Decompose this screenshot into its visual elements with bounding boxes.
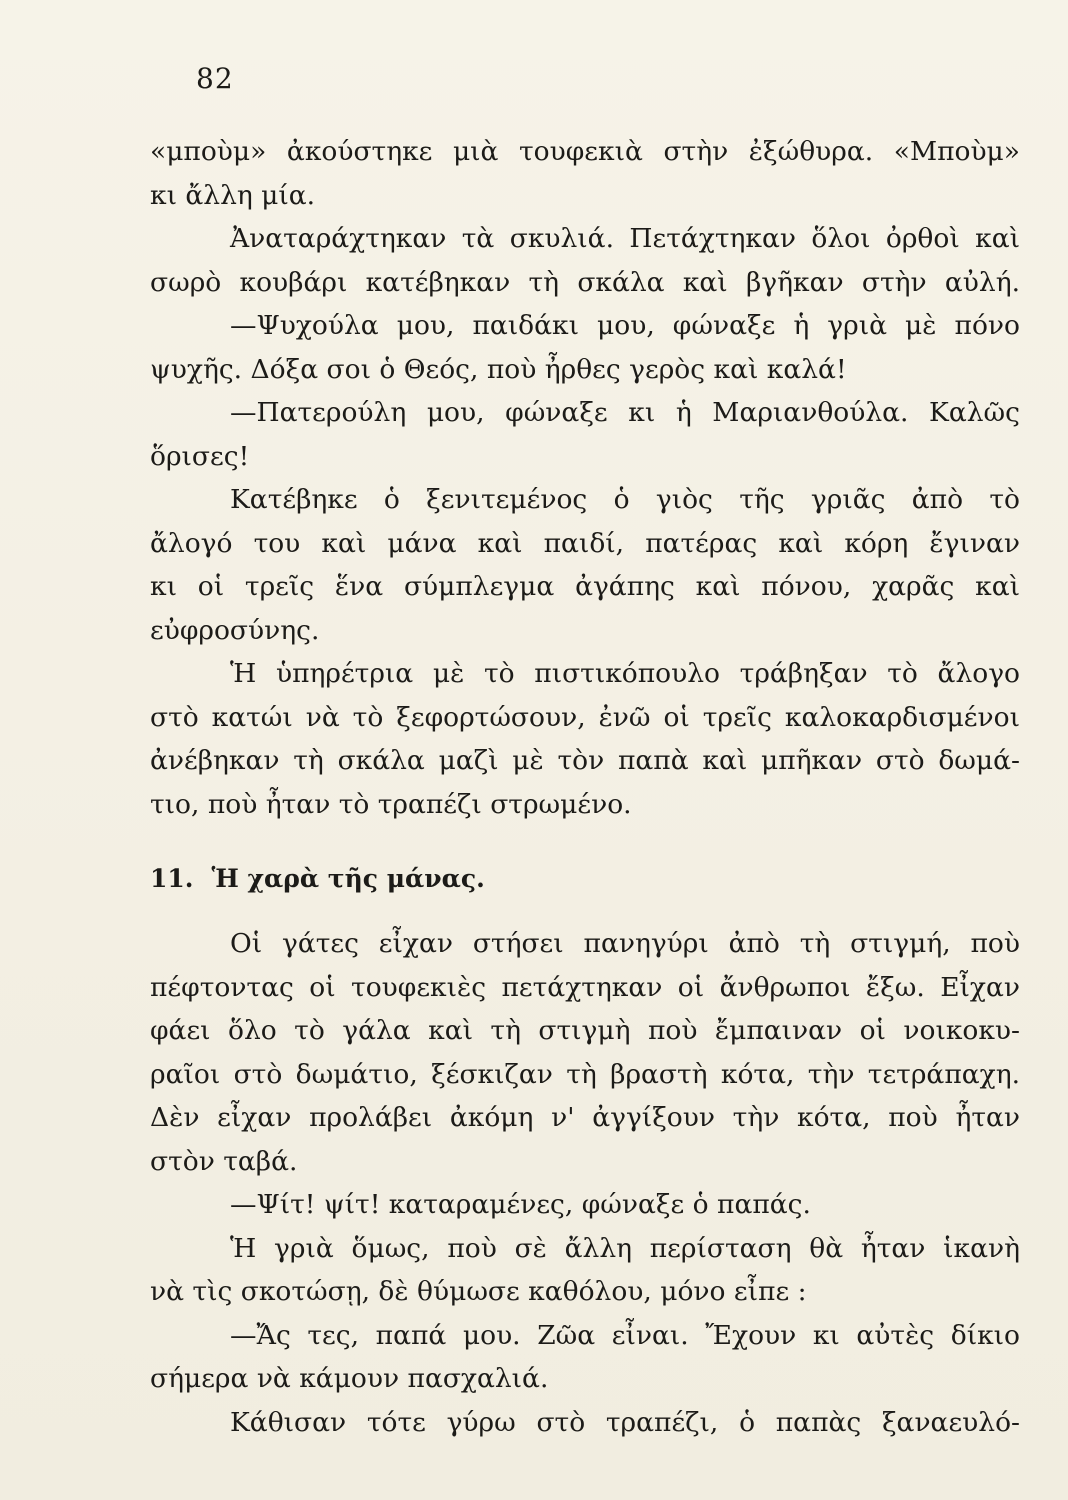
text-line: Ἀναταράχτηκαν τὰ σκυλιά. Πετάχτηκαν ὅλοι ὀρθοὶ καὶ bbox=[230, 223, 1020, 254]
text-line: —Ψυχούλα μου, παιδάκι μου, φώναξε ἡ γριὰ μὲ πόνο bbox=[230, 310, 1020, 341]
text-line: Κάθισαν τότε γύρω στὸ τραπέζι, ὁ παπὰς ξαναευλό- bbox=[230, 1406, 1020, 1438]
section-title: Ἡ χαρὰ τῆς μάνας. bbox=[211, 864, 485, 893]
text-line: Ἡ γριὰ ὅμως, ποὺ σὲ ἄλλη περίσταση θὰ ἦταν ἱκανὴ bbox=[230, 1232, 1020, 1264]
text-line: σωρὸ κουβάρι κατέβηκαν τὴ σκάλα καὶ βγῆκαν στὴν αὐλή. bbox=[150, 266, 1020, 298]
text-line: στὸ κατώι νὰ τὸ ξεφορτώσουν, ἐνῶ οἱ τρεῖς καλοκαρδισμένοι bbox=[150, 701, 1020, 733]
text-line: ραῖοι στὸ δωμάτιο, ξέσκιζαν τὴ βραστὴ κότα, τὴν τετράπαχη. bbox=[150, 1058, 1020, 1090]
main-text bbox=[150, 130, 1020, 1444]
text-line: Δὲν εἶχαν προλάβει ἀκόμη ν' ἀγγίξουν τὴν κότα, ποὺ ἦταν bbox=[150, 1102, 1020, 1133]
text-line: Οἱ γάτες εἶχαν στήσει πανηγύρι ἀπὸ τὴ στιγμή, ποὺ bbox=[230, 928, 1020, 959]
text-line: —Ψίτ! ψίτ! καταραμένες, φώναξε ὁ παπάς. bbox=[230, 1189, 811, 1220]
page-number: 82 bbox=[196, 62, 234, 95]
text-line: πέφτοντας οἱ τουφεκιὲς πετάχτηκαν οἱ ἄνθρωποι ἔξω. Εἶχαν bbox=[150, 971, 1020, 1003]
text-line: κι οἱ τρεῖς ἕνα σύμπλεγμα ἀγάπης καὶ πόνου, χαρᾶς καὶ bbox=[150, 571, 1020, 602]
text-line: Κατέβηκε ὁ ξενιτεμένος ὁ γιὸς τῆς γριᾶς ἀπὸ τὸ bbox=[230, 484, 1020, 515]
text-line: Ἡ ὑπηρέτρια μὲ τὸ πιστικόπουλο τράβηξαν τὸ ἄλογο bbox=[230, 658, 1020, 689]
text-line: ἀνέβηκαν τὴ σκάλα μαζὶ μὲ τὸν παπὰ καὶ μπῆκαν στὸ δωμά- bbox=[150, 745, 1020, 776]
section-heading bbox=[150, 854, 1020, 904]
section-number: 11. bbox=[150, 864, 194, 893]
text-line: —Ἄς τες, παπά μου. Ζῶα εἶναι. Ἔχουν κι αὐτὲς δίκιο bbox=[230, 1319, 1020, 1351]
text-line: στὸν ταβά. bbox=[150, 1145, 298, 1177]
text-line: ἄλογό του καὶ μάνα καὶ παιδί, πατέρας καὶ κόρη ἔγιναν bbox=[150, 527, 1020, 559]
text-line: σήμερα νὰ κάμουν πασχαλιά. bbox=[150, 1363, 549, 1394]
text-line: τιο, ποὺ ἦταν τὸ τραπέζι στρωμένο. bbox=[150, 788, 632, 820]
text-line: «μποὺμ» ἀκούστηκε μιὰ τουφεκιὰ στὴν ἐξώθυρα. «Μποὺμ» bbox=[150, 136, 1020, 167]
text-line: —Πατερούλη μου, φώναξε κι ἡ Μαριανθούλα. Καλῶς bbox=[230, 397, 1020, 428]
text-line: φάει ὅλο τὸ γάλα καὶ τὴ στιγμὴ ποὺ ἔμπαιναν οἱ νοικοκυ- bbox=[150, 1015, 1020, 1046]
text-line: ὅρισες! bbox=[150, 440, 250, 472]
text-line: νὰ τὶς σκοτώσῃ, δὲ θύμωσε καθόλου, μόνο εἶπε : bbox=[150, 1276, 807, 1307]
text-line: ψυχῆς. Δόξα σοι ὁ Θεός, ποὺ ἦρθες γερὸς καὶ καλά! bbox=[150, 353, 847, 385]
text-line: κι ἄλλη μία. bbox=[150, 179, 316, 211]
text-line: εὐφροσύνης. bbox=[150, 614, 320, 646]
